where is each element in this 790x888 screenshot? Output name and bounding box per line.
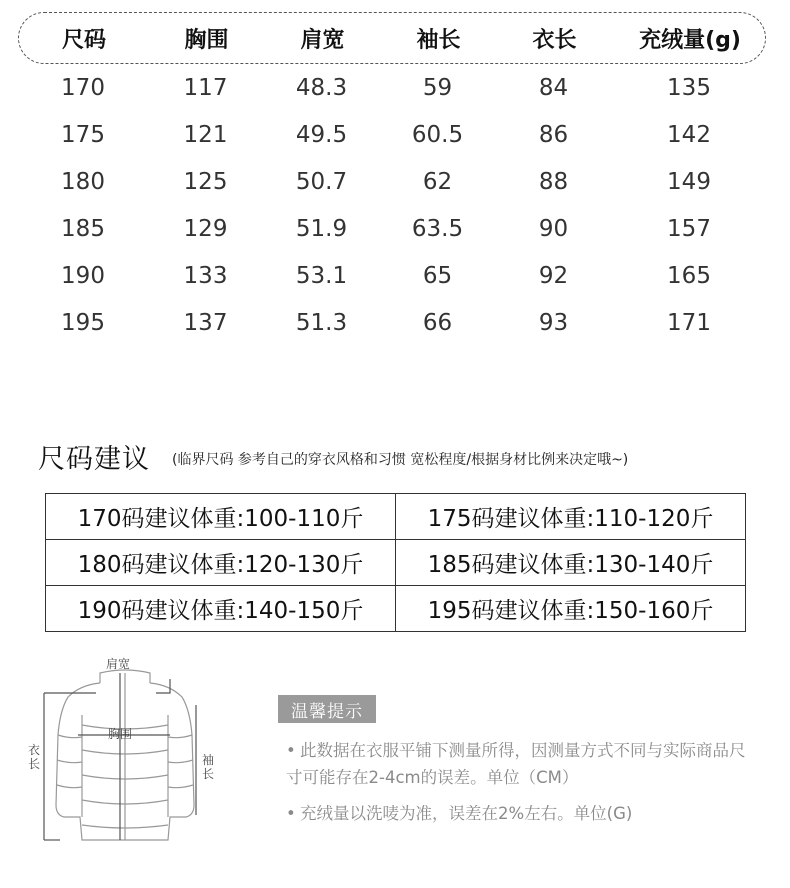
table-row bbox=[18, 252, 766, 299]
cell-length: 93 bbox=[538, 309, 569, 336]
cell-down-fill: 171 bbox=[667, 309, 711, 336]
bullet-icon: • bbox=[286, 741, 296, 760]
cell-sleeve: 60.5 bbox=[411, 121, 464, 148]
cell-chest: 125 bbox=[183, 168, 228, 195]
cell-size: 185 bbox=[61, 215, 105, 242]
table-row bbox=[46, 540, 746, 586]
cell-sleeve: 65 bbox=[422, 262, 453, 289]
table-row bbox=[18, 299, 766, 346]
cell-size: 180 bbox=[61, 168, 105, 195]
cell-sleeve: 62 bbox=[422, 168, 453, 195]
jacket-diagram bbox=[20, 655, 230, 855]
header-down-fill: 充绒量(g) bbox=[639, 27, 741, 53]
sleeve-length-label: 袖长 bbox=[202, 753, 215, 781]
tips-badge: 温馨提示 bbox=[278, 695, 376, 723]
cell-chest: 121 bbox=[183, 121, 228, 148]
cell-shoulder: 53.1 bbox=[295, 262, 348, 289]
cell-down-fill: 135 bbox=[667, 74, 711, 101]
cell-length: 92 bbox=[538, 262, 569, 289]
cell-size: 175 bbox=[61, 121, 105, 148]
recommendation-note: (临界尺码 参考自己的穿衣风格和习惯 宽松程度/根据身材比例来决定哦~) bbox=[172, 452, 629, 468]
table-row bbox=[18, 64, 766, 111]
size-table bbox=[18, 12, 766, 346]
cell-length: 84 bbox=[538, 74, 569, 101]
chest-label: 胸围 bbox=[108, 727, 133, 741]
weight-cell: 185码建议体重:130-140斤 bbox=[396, 540, 746, 586]
tip-measurement bbox=[286, 737, 760, 791]
cell-shoulder: 48.3 bbox=[295, 74, 348, 101]
table-row bbox=[18, 205, 766, 252]
table-row bbox=[18, 111, 766, 158]
cell-shoulder: 49.5 bbox=[295, 121, 348, 148]
weight-cell: 190码建议体重:140-150斤 bbox=[46, 586, 396, 632]
cell-shoulder: 51.9 bbox=[295, 215, 348, 242]
size-table-header bbox=[18, 12, 766, 64]
cell-down-fill: 149 bbox=[667, 168, 711, 195]
header-size: 尺码 bbox=[61, 27, 106, 53]
puffer-jacket-icon bbox=[20, 655, 230, 855]
cell-shoulder: 50.7 bbox=[295, 168, 348, 195]
weight-cell: 195码建议体重:150-160斤 bbox=[396, 586, 746, 632]
bullet-icon: • bbox=[286, 804, 296, 823]
table-row bbox=[18, 158, 766, 205]
cell-sleeve: 63.5 bbox=[411, 215, 464, 242]
header-shoulder: 肩宽 bbox=[300, 27, 345, 53]
cell-length: 88 bbox=[538, 168, 569, 195]
weight-cell: 170码建议体重:100-110斤 bbox=[46, 494, 396, 540]
cell-down-fill: 165 bbox=[667, 262, 711, 289]
cell-chest: 137 bbox=[183, 309, 228, 336]
body-length-label: 衣长 bbox=[28, 743, 41, 771]
cell-chest: 117 bbox=[183, 74, 228, 101]
weight-cell: 175码建议体重:110-120斤 bbox=[396, 494, 746, 540]
cell-sleeve: 59 bbox=[422, 74, 453, 101]
recommendation-title: 尺码建议 bbox=[38, 444, 150, 475]
tip-text: 此数据在衣服平铺下测量所得，因测量方式不同与实际商品尺寸可能存在2-4cm的误差。单位（CM） bbox=[286, 741, 746, 787]
weight-cell: 180码建议体重:120-130斤 bbox=[46, 540, 396, 586]
header-chest: 胸围 bbox=[184, 27, 229, 53]
cell-size: 190 bbox=[61, 262, 105, 289]
cell-chest: 129 bbox=[183, 215, 228, 242]
table-row bbox=[46, 586, 746, 632]
tip-down-fill bbox=[286, 800, 760, 827]
header-sleeve: 袖长 bbox=[416, 27, 461, 53]
recommendation-table bbox=[45, 493, 746, 632]
cell-down-fill: 157 bbox=[667, 215, 711, 242]
tip-text: 充绒量以洗唛为准，误差在2%左右。单位(G) bbox=[300, 804, 633, 823]
shoulder-width-label: 肩宽 bbox=[106, 657, 131, 671]
table-row bbox=[46, 494, 746, 540]
cell-sleeve: 66 bbox=[422, 309, 453, 336]
cell-size: 170 bbox=[61, 74, 105, 101]
cell-shoulder: 51.3 bbox=[295, 309, 348, 336]
cell-length: 86 bbox=[538, 121, 569, 148]
cell-size: 195 bbox=[61, 309, 105, 336]
header-length: 衣长 bbox=[532, 27, 577, 53]
cell-down-fill: 142 bbox=[667, 121, 711, 148]
cell-length: 90 bbox=[538, 215, 569, 242]
cell-chest: 133 bbox=[183, 262, 228, 289]
